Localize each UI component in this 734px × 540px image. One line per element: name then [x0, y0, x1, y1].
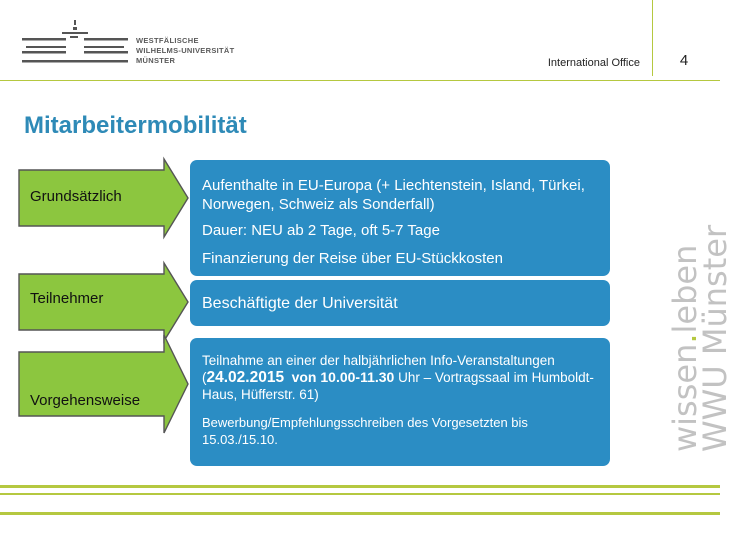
content-line: Bewerbung/Empfehlungsschreiben des Vorgesetzten bis 15.03./15.10.	[202, 415, 528, 447]
info-session-line	[202, 352, 600, 403]
row-label: Teilnehmer	[30, 290, 104, 307]
content-line: Aufenthalte in EU-Europa (+ Liechtenstein, Island, Türkei, Norwegen, Schweiz als Sonderfall)	[202, 177, 585, 213]
footer-rule	[0, 485, 720, 488]
logo-line-2: WILHELMS-UNIVERSITÄT	[136, 46, 235, 55]
footer-rule	[0, 512, 720, 515]
row-label: Grundsätzlich	[30, 188, 122, 205]
green-arrow-icon	[18, 334, 190, 434]
content-line: Dauer: NEU ab 2 Tage, oft 5-7 Tage	[202, 222, 440, 239]
office-label: International Office	[547, 57, 640, 69]
info-suffix: Uhr – Vortragssaal im Humboldt-Haus, Hüfferstr. 61)	[202, 370, 594, 402]
content-line: Finanzierung der Reise über EU-Stückkosten	[202, 250, 503, 267]
wissen-leben-watermark	[666, 224, 734, 452]
content-box	[190, 160, 610, 276]
watermark-word: wissen	[666, 343, 704, 452]
logo-line-3: MÜNSTER	[136, 56, 176, 65]
content-box	[190, 280, 610, 326]
footer-rule	[0, 493, 720, 495]
watermark-line-2: WWU Münster	[696, 224, 734, 452]
row-label: Vorgehensweise	[30, 392, 141, 409]
watermark-dot: .	[666, 333, 704, 344]
info-date: 24.02.2015	[206, 369, 285, 386]
logo-wordmark	[136, 36, 235, 66]
row-label-arrow	[18, 158, 190, 238]
content-box	[190, 338, 610, 466]
watermark-word: leben	[666, 244, 704, 334]
header-rule	[0, 80, 720, 81]
info-time: von 10.00-11.30	[291, 369, 395, 385]
row-label-arrow	[18, 334, 190, 434]
info-prefix: Teilnahme an einer der halbjährlichen Info-Veranstaltungen (	[202, 353, 555, 385]
row-label-arrow	[18, 262, 190, 342]
logo-line-1: WESTFÄLISCHE	[136, 36, 199, 45]
header-divider	[652, 0, 653, 76]
slide-title: Mitarbeitermobilität	[24, 112, 247, 139]
page-number: 4	[679, 52, 689, 69]
content-line: Beschäftigte der Universität	[202, 295, 398, 312]
